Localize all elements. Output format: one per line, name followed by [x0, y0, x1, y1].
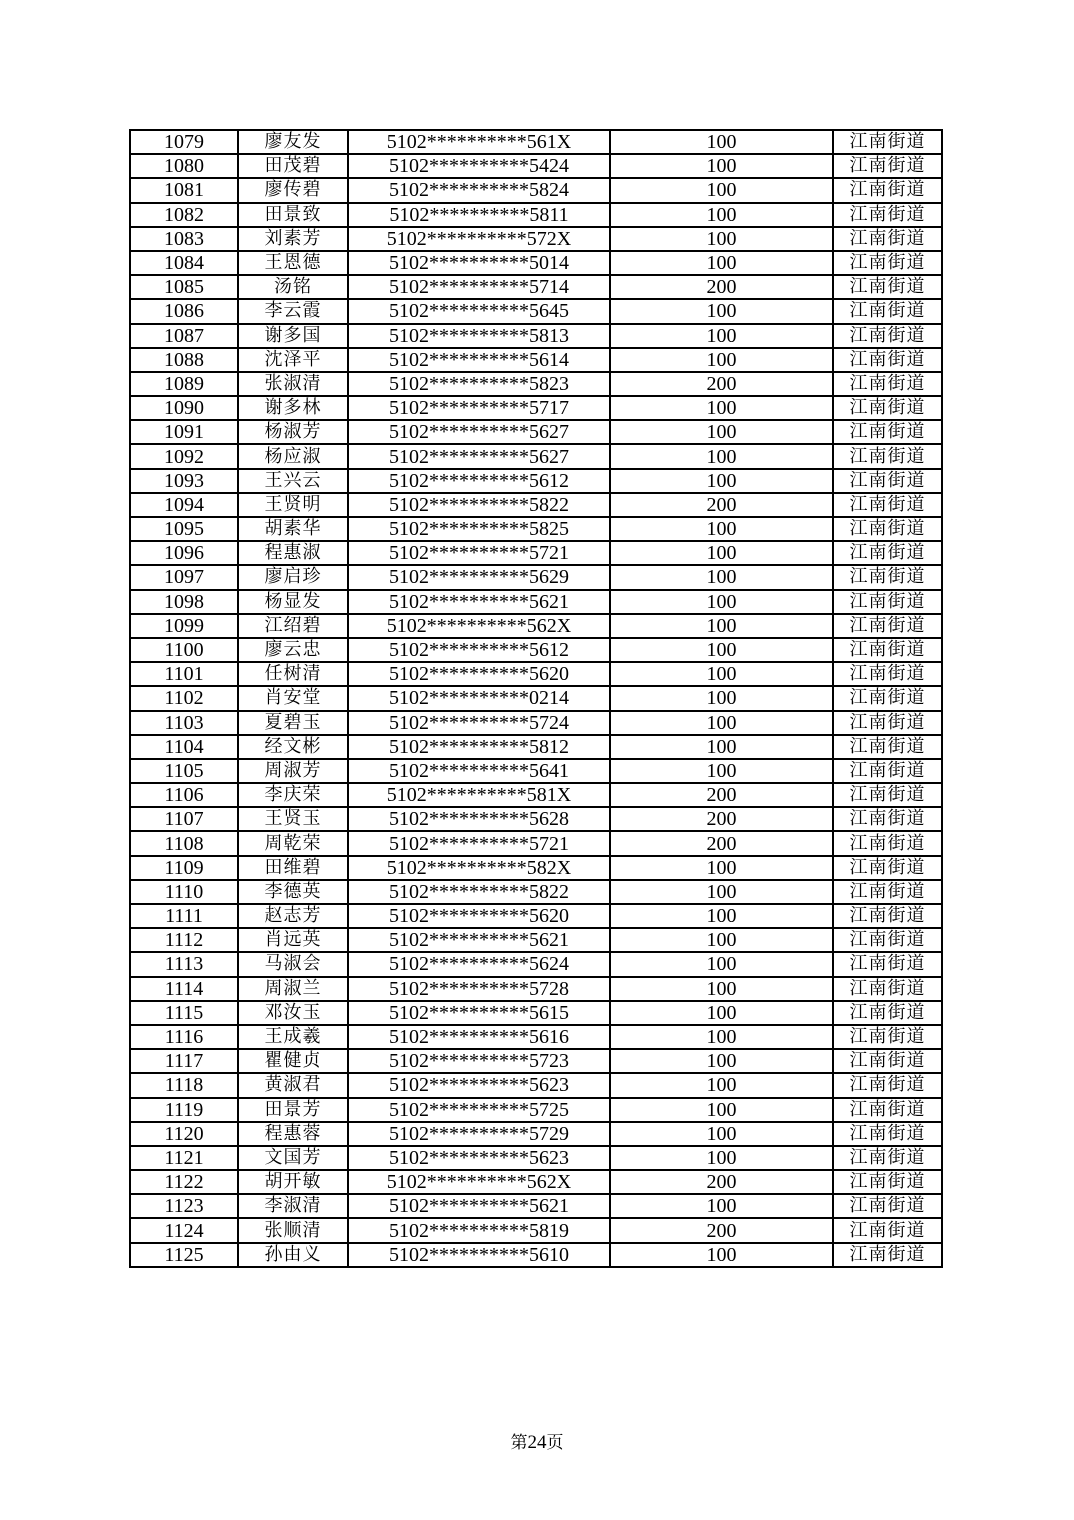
street-cell: 江南街道: [833, 614, 942, 638]
name-cell: 谢多国: [238, 324, 348, 348]
table-row: [130, 517, 942, 541]
id-number-cell: 5102**********5641: [348, 759, 610, 783]
name-cell: 田茂碧: [238, 154, 348, 178]
amount-cell: 100: [610, 1146, 833, 1170]
table-row: [130, 1073, 942, 1097]
amount-cell: 100: [610, 203, 833, 227]
id-number-cell: 5102**********572X: [348, 227, 610, 251]
id-number-cell: 5102**********5623: [348, 1146, 610, 1170]
table-row: [130, 1049, 942, 1073]
street-cell: 江南街道: [833, 275, 942, 299]
name-cell: 廖启珍: [238, 565, 348, 589]
serial-number-cell: 1102: [130, 686, 238, 710]
serial-number-cell: 1121: [130, 1146, 238, 1170]
table-row: [130, 493, 942, 517]
street-cell: 江南街道: [833, 227, 942, 251]
name-cell: 廖传碧: [238, 178, 348, 202]
amount-cell: 100: [610, 904, 833, 928]
street-cell: 江南街道: [833, 711, 942, 735]
serial-number-cell: 1116: [130, 1025, 238, 1049]
table-row: [130, 541, 942, 565]
id-number-cell: 5102**********5729: [348, 1122, 610, 1146]
name-cell: 任树清: [238, 662, 348, 686]
serial-number-cell: 1115: [130, 1001, 238, 1025]
amount-cell: 200: [610, 275, 833, 299]
serial-number-cell: 1112: [130, 928, 238, 952]
serial-number-cell: 1120: [130, 1122, 238, 1146]
id-number-cell: 5102**********5822: [348, 493, 610, 517]
id-number-cell: 5102**********5610: [348, 1243, 610, 1267]
name-cell: 田维碧: [238, 856, 348, 880]
amount-cell: 100: [610, 1001, 833, 1025]
amount-cell: 100: [610, 711, 833, 735]
serial-number-cell: 1094: [130, 493, 238, 517]
serial-number-cell: 1110: [130, 880, 238, 904]
amount-cell: 100: [610, 1194, 833, 1218]
id-number-cell: 5102**********582X: [348, 856, 610, 880]
street-cell: 江南街道: [833, 783, 942, 807]
serial-number-cell: 1086: [130, 299, 238, 323]
id-number-cell: 5102**********5620: [348, 662, 610, 686]
amount-cell: 100: [610, 178, 833, 202]
street-cell: 江南街道: [833, 662, 942, 686]
table-row: [130, 178, 942, 202]
name-cell: 王贤玉: [238, 807, 348, 831]
serial-number-cell: 1108: [130, 831, 238, 855]
id-number-cell: 5102**********561X: [348, 130, 610, 154]
table-row: [130, 251, 942, 275]
table-row: [130, 638, 942, 662]
page-number: 24: [527, 1432, 547, 1453]
table-row: [130, 203, 942, 227]
amount-cell: 100: [610, 1049, 833, 1073]
street-cell: 江南街道: [833, 130, 942, 154]
beneficiary-table: [129, 129, 943, 1268]
serial-number-cell: 1096: [130, 541, 238, 565]
table-row: [130, 783, 942, 807]
street-cell: 江南街道: [833, 807, 942, 831]
amount-cell: 200: [610, 807, 833, 831]
street-cell: 江南街道: [833, 1049, 942, 1073]
name-cell: 谢多林: [238, 396, 348, 420]
table-row: [130, 977, 942, 1001]
amount-cell: 100: [610, 1122, 833, 1146]
table-row: [130, 565, 942, 589]
name-cell: 李德英: [238, 880, 348, 904]
serial-number-cell: 1093: [130, 469, 238, 493]
amount-cell: 100: [610, 880, 833, 904]
amount-cell: 100: [610, 469, 833, 493]
street-cell: 江南街道: [833, 541, 942, 565]
street-cell: 江南街道: [833, 952, 942, 976]
amount-cell: 100: [610, 638, 833, 662]
table-row: [130, 1122, 942, 1146]
name-cell: 周乾荣: [238, 831, 348, 855]
amount-cell: 100: [610, 348, 833, 372]
serial-number-cell: 1079: [130, 130, 238, 154]
table-row: [130, 614, 942, 638]
table-row: [130, 299, 942, 323]
name-cell: 杨应淑: [238, 444, 348, 468]
street-cell: 江南街道: [833, 1243, 942, 1267]
name-cell: 文国芳: [238, 1146, 348, 1170]
serial-number-cell: 1103: [130, 711, 238, 735]
table-row: [130, 154, 942, 178]
serial-number-cell: 1105: [130, 759, 238, 783]
id-number-cell: 5102**********5824: [348, 178, 610, 202]
name-cell: 肖安堂: [238, 686, 348, 710]
street-cell: 江南街道: [833, 517, 942, 541]
name-cell: 刘素芳: [238, 227, 348, 251]
table-row: [130, 711, 942, 735]
amount-cell: 100: [610, 299, 833, 323]
id-number-cell: 5102**********5721: [348, 541, 610, 565]
id-number-cell: 5102**********5723: [348, 1049, 610, 1073]
name-cell: 周淑兰: [238, 977, 348, 1001]
amount-cell: 200: [610, 493, 833, 517]
name-cell: 王恩德: [238, 251, 348, 275]
name-cell: 李庆荣: [238, 783, 348, 807]
amount-cell: 100: [610, 856, 833, 880]
serial-number-cell: 1085: [130, 275, 238, 299]
name-cell: 田景致: [238, 203, 348, 227]
serial-number-cell: 1080: [130, 154, 238, 178]
street-cell: 江南街道: [833, 372, 942, 396]
street-cell: 江南街道: [833, 1194, 942, 1218]
street-cell: 江南街道: [833, 735, 942, 759]
table-row: [130, 348, 942, 372]
amount-cell: 100: [610, 662, 833, 686]
amount-cell: 200: [610, 1170, 833, 1194]
street-cell: 江南街道: [833, 493, 942, 517]
id-number-cell: 5102**********5615: [348, 1001, 610, 1025]
street-cell: 江南街道: [833, 251, 942, 275]
name-cell: 胡开敏: [238, 1170, 348, 1194]
street-cell: 江南街道: [833, 1001, 942, 1025]
amount-cell: 100: [610, 686, 833, 710]
table-row: [130, 686, 942, 710]
serial-number-cell: 1114: [130, 977, 238, 1001]
amount-cell: 100: [610, 396, 833, 420]
amount-cell: 200: [610, 372, 833, 396]
id-number-cell: 5102**********5811: [348, 203, 610, 227]
name-cell: 马淑会: [238, 952, 348, 976]
street-cell: 江南街道: [833, 856, 942, 880]
id-number-cell: 5102**********5725: [348, 1098, 610, 1122]
serial-number-cell: 1118: [130, 1073, 238, 1097]
id-number-cell: 5102**********5620: [348, 904, 610, 928]
id-number-cell: 5102**********562X: [348, 1170, 610, 1194]
street-cell: 江南街道: [833, 348, 942, 372]
street-cell: 江南街道: [833, 324, 942, 348]
id-number-cell: 5102**********5621: [348, 1194, 610, 1218]
table-row: [130, 420, 942, 444]
street-cell: 江南街道: [833, 590, 942, 614]
table-row: [130, 928, 942, 952]
amount-cell: 100: [610, 444, 833, 468]
id-number-cell: 5102**********5424: [348, 154, 610, 178]
serial-number-cell: 1123: [130, 1194, 238, 1218]
street-cell: 江南街道: [833, 1146, 942, 1170]
amount-cell: 100: [610, 541, 833, 565]
id-number-cell: 5102**********5616: [348, 1025, 610, 1049]
id-number-cell: 5102**********5724: [348, 711, 610, 735]
table-row: [130, 856, 942, 880]
amount-cell: 100: [610, 1243, 833, 1267]
street-cell: 江南街道: [833, 444, 942, 468]
amount-cell: 200: [610, 831, 833, 855]
serial-number-cell: 1101: [130, 662, 238, 686]
name-cell: 孙由义: [238, 1243, 348, 1267]
serial-number-cell: 1125: [130, 1243, 238, 1267]
name-cell: 廖云忠: [238, 638, 348, 662]
serial-number-cell: 1095: [130, 517, 238, 541]
amount-cell: 100: [610, 565, 833, 589]
name-cell: 程惠蓉: [238, 1122, 348, 1146]
serial-number-cell: 1113: [130, 952, 238, 976]
serial-number-cell: 1092: [130, 444, 238, 468]
name-cell: 黄淑君: [238, 1073, 348, 1097]
street-cell: 江南街道: [833, 759, 942, 783]
amount-cell: 100: [610, 759, 833, 783]
street-cell: 江南街道: [833, 686, 942, 710]
page-footer: [0, 1428, 1074, 1454]
name-cell: 赵志芳: [238, 904, 348, 928]
serial-number-cell: 1100: [130, 638, 238, 662]
name-cell: 王贤明: [238, 493, 348, 517]
name-cell: 王成羲: [238, 1025, 348, 1049]
name-cell: 胡素华: [238, 517, 348, 541]
serial-number-cell: 1099: [130, 614, 238, 638]
table-row: [130, 372, 942, 396]
page-suffix: 页: [546, 1433, 564, 1453]
name-cell: 李淑清: [238, 1194, 348, 1218]
street-cell: 江南街道: [833, 904, 942, 928]
id-number-cell: 5102**********5014: [348, 251, 610, 275]
serial-number-cell: 1119: [130, 1098, 238, 1122]
serial-number-cell: 1109: [130, 856, 238, 880]
table-row: [130, 469, 942, 493]
name-cell: 杨淑芳: [238, 420, 348, 444]
amount-cell: 200: [610, 1218, 833, 1242]
serial-number-cell: 1084: [130, 251, 238, 275]
street-cell: 江南街道: [833, 1122, 942, 1146]
serial-number-cell: 1089: [130, 372, 238, 396]
street-cell: 江南街道: [833, 396, 942, 420]
id-number-cell: 5102**********562X: [348, 614, 610, 638]
id-number-cell: 5102**********5714: [348, 275, 610, 299]
name-cell: 廖友发: [238, 130, 348, 154]
amount-cell: 100: [610, 517, 833, 541]
serial-number-cell: 1106: [130, 783, 238, 807]
id-number-cell: 5102**********5813: [348, 324, 610, 348]
id-number-cell: 5102**********5623: [348, 1073, 610, 1097]
table-row: [130, 227, 942, 251]
name-cell: 周淑芳: [238, 759, 348, 783]
name-cell: 田景芳: [238, 1098, 348, 1122]
name-cell: 经文彬: [238, 735, 348, 759]
id-number-cell: 5102**********5627: [348, 444, 610, 468]
street-cell: 江南街道: [833, 299, 942, 323]
serial-number-cell: 1124: [130, 1218, 238, 1242]
id-number-cell: 5102**********5822: [348, 880, 610, 904]
table-row: [130, 1146, 942, 1170]
serial-number-cell: 1088: [130, 348, 238, 372]
id-number-cell: 5102**********5645: [348, 299, 610, 323]
serial-number-cell: 1091: [130, 420, 238, 444]
street-cell: 江南街道: [833, 1218, 942, 1242]
amount-cell: 100: [610, 130, 833, 154]
id-number-cell: 5102**********5717: [348, 396, 610, 420]
street-cell: 江南街道: [833, 1170, 942, 1194]
amount-cell: 100: [610, 420, 833, 444]
street-cell: 江南街道: [833, 178, 942, 202]
table-row: [130, 1194, 942, 1218]
table-row: [130, 275, 942, 299]
name-cell: 夏碧玉: [238, 711, 348, 735]
page-prefix: 第: [510, 1433, 528, 1453]
name-cell: 程惠淑: [238, 541, 348, 565]
serial-number-cell: 1082: [130, 203, 238, 227]
serial-number-cell: 1117: [130, 1049, 238, 1073]
table-row: [130, 444, 942, 468]
serial-number-cell: 1081: [130, 178, 238, 202]
table-body: [130, 130, 942, 1267]
serial-number-cell: 1087: [130, 324, 238, 348]
street-cell: 江南街道: [833, 469, 942, 493]
street-cell: 江南街道: [833, 880, 942, 904]
id-number-cell: 5102**********5624: [348, 952, 610, 976]
street-cell: 江南街道: [833, 1025, 942, 1049]
id-number-cell: 5102**********5628: [348, 807, 610, 831]
amount-cell: 200: [610, 783, 833, 807]
amount-cell: 100: [610, 614, 833, 638]
serial-number-cell: 1083: [130, 227, 238, 251]
serial-number-cell: 1098: [130, 590, 238, 614]
name-cell: 张顺清: [238, 1218, 348, 1242]
street-cell: 江南街道: [833, 977, 942, 1001]
amount-cell: 100: [610, 735, 833, 759]
table-row: [130, 130, 942, 154]
amount-cell: 100: [610, 1073, 833, 1097]
amount-cell: 100: [610, 324, 833, 348]
street-cell: 江南街道: [833, 1098, 942, 1122]
id-number-cell: 5102**********5612: [348, 469, 610, 493]
street-cell: 江南街道: [833, 203, 942, 227]
amount-cell: 100: [610, 1025, 833, 1049]
id-number-cell: 5102**********5812: [348, 735, 610, 759]
id-number-cell: 5102**********5621: [348, 590, 610, 614]
table-row: [130, 1098, 942, 1122]
name-cell: 邓汝玉: [238, 1001, 348, 1025]
street-cell: 江南街道: [833, 565, 942, 589]
table-row: [130, 1170, 942, 1194]
serial-number-cell: 1104: [130, 735, 238, 759]
amount-cell: 100: [610, 928, 833, 952]
table-row: [130, 590, 942, 614]
table-row: [130, 904, 942, 928]
serial-number-cell: 1097: [130, 565, 238, 589]
serial-number-cell: 1107: [130, 807, 238, 831]
table-row: [130, 324, 942, 348]
name-cell: 肖远英: [238, 928, 348, 952]
table-row: [130, 662, 942, 686]
table-row: [130, 831, 942, 855]
amount-cell: 100: [610, 977, 833, 1001]
serial-number-cell: 1122: [130, 1170, 238, 1194]
table-row: [130, 1001, 942, 1025]
id-number-cell: 5102**********5819: [348, 1218, 610, 1242]
id-number-cell: 5102**********5728: [348, 977, 610, 1001]
id-number-cell: 5102**********5823: [348, 372, 610, 396]
amount-cell: 100: [610, 952, 833, 976]
amount-cell: 100: [610, 590, 833, 614]
table-row: [130, 759, 942, 783]
street-cell: 江南街道: [833, 831, 942, 855]
id-number-cell: 5102**********5721: [348, 831, 610, 855]
table-row: [130, 735, 942, 759]
name-cell: 王兴云: [238, 469, 348, 493]
street-cell: 江南街道: [833, 928, 942, 952]
street-cell: 江南街道: [833, 1073, 942, 1097]
table-row: [130, 952, 942, 976]
name-cell: 张淑清: [238, 372, 348, 396]
id-number-cell: 5102**********5614: [348, 348, 610, 372]
id-number-cell: 5102**********5612: [348, 638, 610, 662]
id-number-cell: 5102**********0214: [348, 686, 610, 710]
amount-cell: 100: [610, 251, 833, 275]
id-number-cell: 5102**********5621: [348, 928, 610, 952]
amount-cell: 100: [610, 227, 833, 251]
name-cell: 汤铭: [238, 275, 348, 299]
street-cell: 江南街道: [833, 638, 942, 662]
street-cell: 江南街道: [833, 154, 942, 178]
table-row: [130, 1243, 942, 1267]
name-cell: 瞿健贞: [238, 1049, 348, 1073]
table-row: [130, 396, 942, 420]
id-number-cell: 5102**********5627: [348, 420, 610, 444]
name-cell: 江绍碧: [238, 614, 348, 638]
table-row: [130, 1025, 942, 1049]
serial-number-cell: 1090: [130, 396, 238, 420]
name-cell: 李云霞: [238, 299, 348, 323]
table-row: [130, 807, 942, 831]
table-row: [130, 1218, 942, 1242]
serial-number-cell: 1111: [130, 904, 238, 928]
amount-cell: 100: [610, 1098, 833, 1122]
id-number-cell: 5102**********5629: [348, 565, 610, 589]
street-cell: 江南街道: [833, 420, 942, 444]
id-number-cell: 5102**********5825: [348, 517, 610, 541]
amount-cell: 100: [610, 154, 833, 178]
name-cell: 沈泽平: [238, 348, 348, 372]
table-row: [130, 880, 942, 904]
id-number-cell: 5102**********581X: [348, 783, 610, 807]
name-cell: 杨显发: [238, 590, 348, 614]
